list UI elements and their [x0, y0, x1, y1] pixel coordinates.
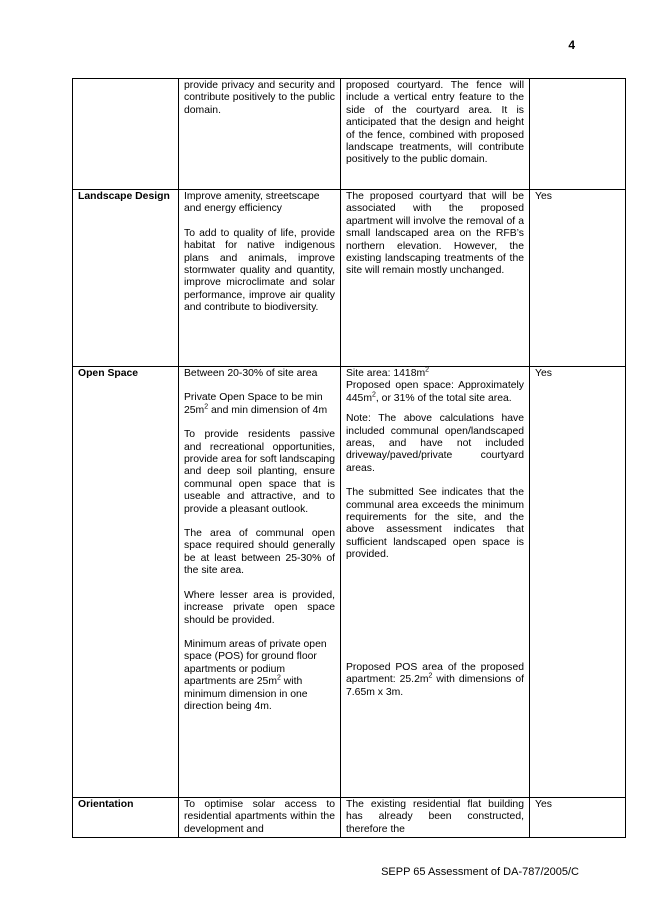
requirement-cell	[179, 79, 341, 190]
response-text: proposed courtyard. The fence will include a vertical entry feature to the side of the courtyard area. It is anticipated that the design and height of the fence, combined with proposed landscape treatments, will contribute positively to the public domain.	[346, 80, 524, 166]
page-number: 4	[568, 38, 575, 52]
requirement-text: To optimise solar access to residential apartments within the development and	[184, 799, 335, 835]
response-cell	[341, 798, 530, 838]
assessment-table	[72, 78, 626, 838]
requirement-text: Improve amenity, streetscape and energy efficiency	[184, 191, 320, 215]
table-row	[73, 798, 626, 838]
page-footer: SEPP 65 Assessment of DA-787/2005/C	[381, 866, 579, 878]
table-row	[73, 367, 626, 798]
element-cell	[73, 79, 179, 190]
response-text: Proposed POS area of the proposed apartment: $25.2m^2$ with dimensions of 7.65m x 3m.	[346, 661, 524, 698]
element-cell: Open Space	[73, 367, 179, 798]
table-row	[73, 190, 626, 367]
requirement-text: provide privacy and security and contribute positively to the public domain.	[184, 80, 335, 116]
complies-cell: Yes	[530, 798, 626, 838]
response-text: The existing residential flat building has already been constructed, therefore the	[346, 799, 524, 835]
requirement-cell	[179, 190, 341, 367]
response-text: The proposed courtyard that will be associated with the proposed apartment will involve the removal of a small landscaped area on the RFB’s northern elevation. However, the existing landscaping treatments of the site will remain mostly unchanged.	[346, 191, 524, 277]
requirement-text: Minimum areas of private open space (POS) for ground floor apartments or podium apartments are $25m^2$ with minimum dimension in one direction being 4m.	[184, 638, 327, 712]
requirement-text: Private Open Space to be $\min 25m^2$ and min dimension of 4m	[184, 392, 328, 416]
response-cell	[341, 79, 530, 190]
response-text: Note: The above calculations have included communal open/landscaped areas, and have not included driveway/paved/private courtyard areas.	[346, 413, 524, 474]
requirement-text: To provide residents passive and recreational opportunities, provide area for soft landscaping and deep soil planting, ensure communal open space that is useable and attractive, and to provide a pleasant outlook.	[184, 429, 335, 515]
response-cell	[341, 367, 530, 798]
requirement-cell	[179, 798, 341, 838]
response-cell	[341, 190, 530, 367]
element-cell: Orientation	[73, 798, 179, 838]
response-text: Site area: $1418m^2$	[346, 366, 430, 379]
element-cell: Landscape Design	[73, 190, 179, 367]
response-text: Proposed open space: Approximately $445m^2$, or 31% of the total site area.	[346, 380, 524, 404]
response-text: The submitted See indicates that the communal area exceeds the minimum requirements for the site, and the above assessment indicates that sufficient landscaped open space is provided.	[346, 487, 524, 561]
table-row	[73, 79, 626, 190]
complies-cell	[530, 79, 626, 190]
requirement-text: Where lesser area is provided, increase private open space should be provided.	[184, 589, 335, 626]
requirement-text: To add to quality of life, provide habitat for native indigenous plans and animals, improve stormwater quality and quantity, improve microclimate and solar performance, improve air quality and contribute to biodiversity.	[184, 227, 335, 314]
requirement-text: The area of communal open space required should generally be at least between 25-30% of the site area.	[184, 528, 335, 577]
requirement-text: Between 20-30% of site area	[184, 368, 318, 379]
complies-cell: Yes	[530, 190, 626, 367]
complies-cell: Yes	[530, 367, 626, 798]
requirement-cell	[179, 367, 341, 798]
